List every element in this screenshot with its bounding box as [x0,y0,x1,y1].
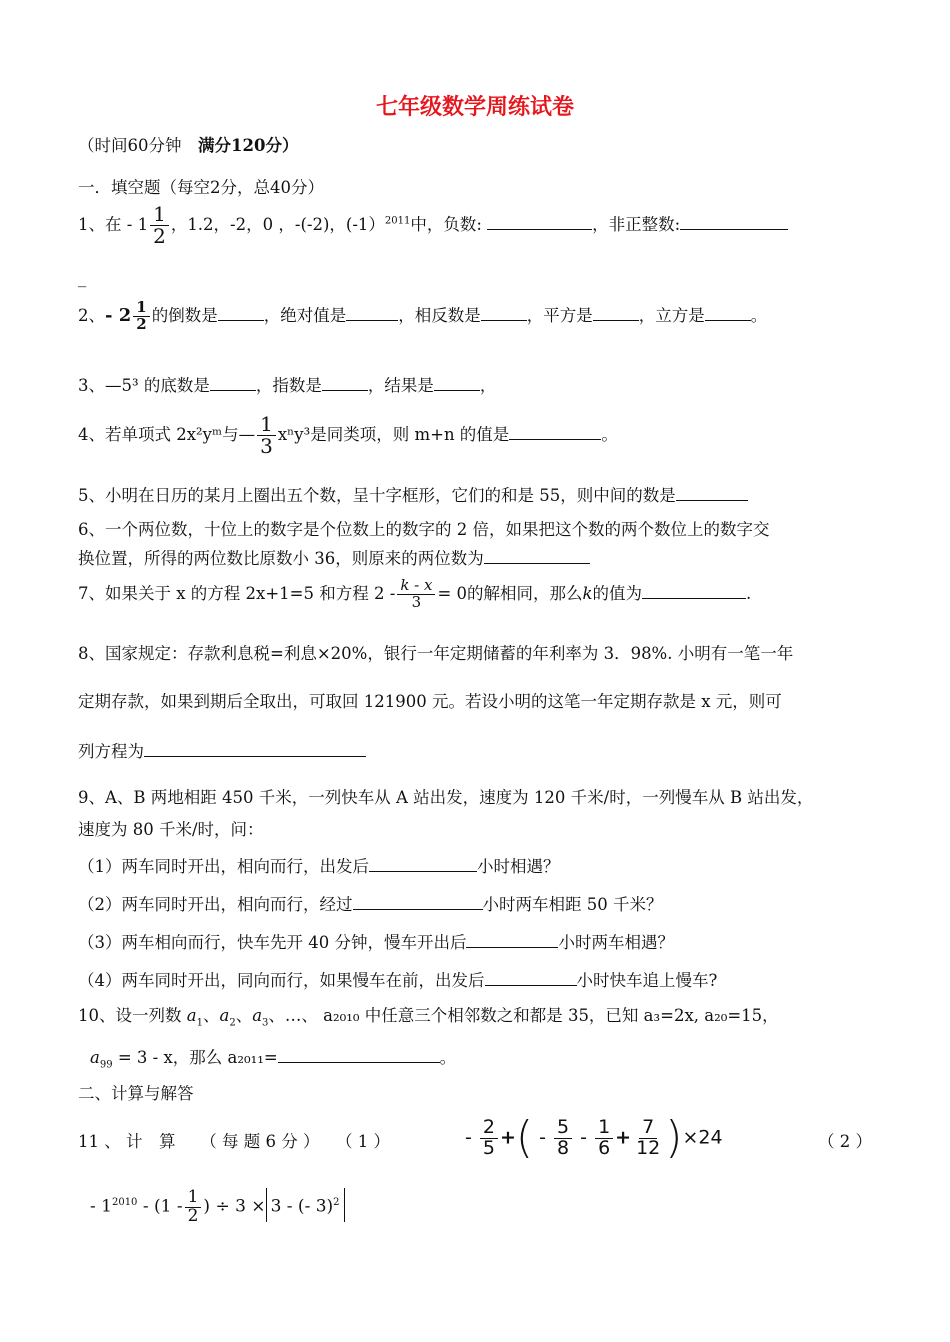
answer-blank[interactable] [210,372,256,391]
answer-blank[interactable] [434,372,480,391]
question-9-part-3: （3）两车相向而行，快车先开 40 分钟，慢车开出后 小时两车相遇？ [78,929,674,955]
question-8-line-3: 列方程为 [78,738,366,764]
time-info: （时间60分钟 满分120分） [78,136,299,155]
answer-blank[interactable] [705,302,751,321]
question-1: 1、在 - 1 $\frac{1}{2}$ ，1.2，-2，0 ，-(-2)，(-1）$^{2011}$中，负数: ，非正整数: [78,204,788,247]
question-9-line-1: 9、A、B 两地相距 450 千米，一列快车从 A 站出发，速度为 120 千米/时，一列慢车从 B 站出发， [78,788,814,807]
answer-blank[interactable] [369,853,477,872]
answer-blank[interactable] [487,211,592,230]
question-11-label: 11 、 计 算 （ 每 题 6 分 ） （ 1 ） [78,1132,390,1151]
question-9-line-2: 速度为 80 千米/时，问： [78,820,264,839]
question-6-line-2: 换位置，所得的两位数比原数小 36，则原来的两位数为 [78,545,590,571]
answer-blank[interactable] [278,1044,440,1063]
q1-overflow-line: _ [78,268,87,287]
page-title: 七年级数学周练试卷 [375,94,574,120]
answer-blank[interactable] [680,211,788,230]
question-10-line-1: 10、设一列数 $a_1$、$a_2$、$a_3$、…、 a₂₀₁₀ 中任意三个相邻数之和都是 35，已知 a₃=2x, a₂₀=15， [78,1006,779,1029]
question-8-line-2: 定期存款，如果到期后全取出，可取回 121900 元。若设小明的这笔一年定期存款是 x 元，则可 [78,692,782,711]
question-5: 5、小明在日历的某月上圈出五个数，呈十字框形，它们的和是 55，则中间的数是 [78,482,748,508]
question-8-line-1: 8、国家规定：存款利息税=利息×20%，银行一年定期储蓄的年利率为 3．98%. 小明有一笔一年 [78,644,794,663]
answer-blank[interactable] [346,302,398,321]
question-4: 4、若单项式 2x²yᵐ与— $\frac{1}{3}$ xⁿy³是同类项，则 m+n 的值是 。 [78,412,618,458]
answer-blank[interactable] [144,738,366,757]
question-11-part-2-label: （ 2 ） [818,1132,872,1151]
answer-blank[interactable] [593,302,639,321]
answer-blank[interactable] [322,372,368,391]
answer-blank[interactable] [676,482,748,501]
answer-blank[interactable] [509,421,601,440]
answer-blank[interactable] [485,967,577,986]
answer-blank[interactable] [218,302,264,321]
section-2-heading: 二、计算与解答 [78,1084,194,1103]
answer-blank[interactable] [353,891,483,910]
answer-blank[interactable] [466,929,558,948]
question-7: 7、如果关于 x 的方程 2x+1=5 和方程 2 - $\frac{k - x}{3}$ = 0的解相同，那么k的值为 . [78,576,752,611]
answer-blank[interactable] [642,580,746,599]
mixed-fraction: $\frac{1}{2}$ [150,204,169,247]
question-10-line-2: $a_{99} = 3 - x$，那么 a₂₀₁₁= 。 [90,1044,456,1077]
question-6-line-1: 6、一个两位数，十位上的数字是个位数上的数字的 2 倍，如果把这个数的两个数位上的数字交 [78,520,770,539]
question-9-part-1: （1）两车同时开出，相向而行，出发后 小时相遇？ [78,853,560,879]
answer-blank[interactable] [484,545,590,564]
expression-2: - $1^{2010} - (1$ - $\frac{1}{2}$ ) ÷ 3 × 3 - (- 3)$^2$ [90,1188,345,1226]
question-9-part-4: （4）两车同时开出，同向而行，如果慢车在前，出发后 小时快车追上慢车? [78,967,717,993]
question-3: 3、—5³ 的底数是 ，指数是 ，结果是 ， [78,372,496,398]
answer-blank[interactable] [481,302,527,321]
question-2: 2、- 2 $\frac{1}{2}$ 的倒数是 ，绝对值是 ，相反数是 ，平方是 ，立方是 。 [78,298,768,333]
section-1-heading: 一．填空题（每空2分，总40分） [78,178,324,197]
question-9-part-2: （2）两车同时开出，相向而行，经过 小时两车相距 50 千米？ [78,891,663,917]
expression-1: - $\frac{2}{5}$ +( - $\frac{5}{8}$ - $\frac{1}{6}$ + $\frac{7}{12}$ )×24 [465,1112,723,1163]
